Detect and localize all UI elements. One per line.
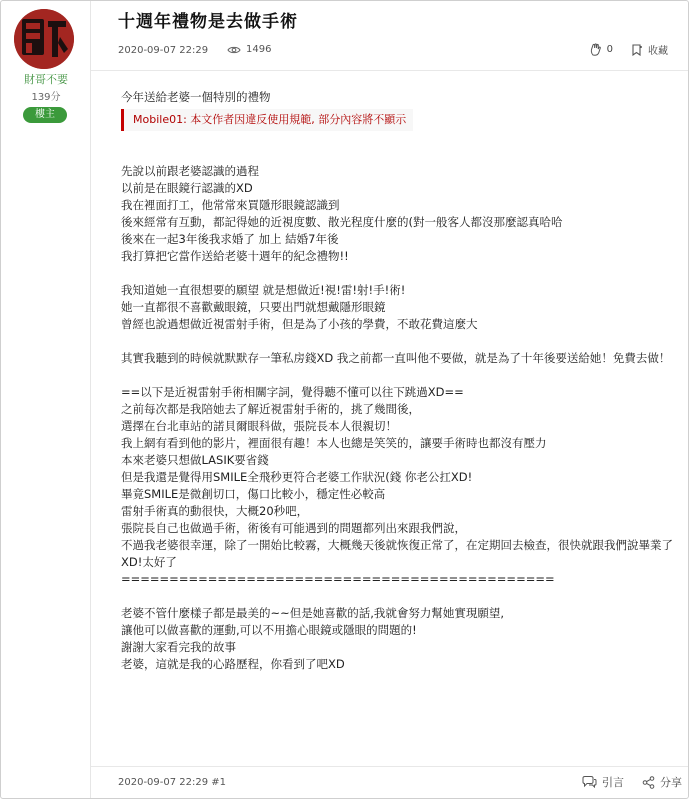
avatar-logo-icon (14, 9, 74, 69)
quote-button[interactable] (582, 774, 624, 790)
post-paragraph: 先說以前跟老婆認識的過程 以前是在眼鏡行認識的XD 我在裡面打工，他常常來買隱形眼鏡認識到 後來經常有互動，都記得她的近視度數、散光程度什麼的(對一般客人都沒那麼認真哈哈 後來在一起3年後我求婚了 加上 結婚7年後 我打算把它當作送給老婆十週年的紀念禮物!! (121, 164, 563, 263)
post-title: 十週年禮物是去做手術 (118, 12, 298, 32)
view-count (227, 44, 271, 55)
floor-datetime: 2020-09-07 22:29 #1 (118, 777, 227, 788)
post-intro: 今年送給老婆一個特別的禮物 (121, 90, 271, 104)
quote-label: 引言 (602, 776, 624, 789)
bookmark-button[interactable] (631, 42, 668, 57)
quote-icon (582, 776, 597, 788)
post-paragraph: ==以下是近視雷射手術相關字詞，覺得聽不懂可以往下跳過XD== 之前每次都是我陪她去了解近視雷射手術的，挑了幾間後， 選擇在台北車站的諾貝爾眼科做，張院長本人很親切！ 我上網有看到他的影片，裡面很有趣！本人也總是笑笑的，讓要手術時也都沒有壓力 本來老婆只想做LASIK要省錢 但是我還是覺得用SMILE全飛秒更符合老婆工作狀況(錢 你老公扛XD! 畢竟SMILE是微創切口，傷口比較小，穩定性必較高 雷射手術真的動很快，大概20秒吧， 張院長自己也做過手術，術後有可能遇到的問題都列出來跟我們說， 不過我老婆很幸運，除了一開始比較霧，大概幾天後就恢復正常了，在定期回去檢查，很快就跟我們說畢業了XD!太好了 ============================================= (121, 385, 673, 586)
post-paragraph: 我知道她一直很想要的願望 就是想做近!視!雷!射!手!術! 她一直都很不喜歡戴眼鏡，只要出門就想戴隱形眼鏡 曾經也說過想做近視雷射手術，但是為了小孩的學費，不敢花費這麼大 (121, 283, 478, 331)
clap-icon (590, 43, 602, 56)
post-main (91, 1, 689, 799)
eye-icon (227, 45, 241, 55)
like-button[interactable] (590, 43, 613, 56)
post-actions (590, 42, 668, 57)
post-body (121, 89, 681, 673)
author-name[interactable]: 財哥不要 (24, 73, 68, 86)
author-sidebar (1, 1, 91, 799)
post-datetime: 2020-09-07 22:29 (118, 45, 209, 56)
share-button[interactable] (642, 774, 682, 790)
footer-divider (91, 766, 689, 767)
post-paragraph: 其實我聽到的時候就默默存一筆私房錢XD 我之前都一直叫他不要做，就是為了十年後要送給她！免費去做！ (121, 351, 671, 365)
share-label: 分享 (660, 776, 682, 789)
header-divider (91, 70, 689, 71)
like-count: 0 (606, 44, 613, 55)
moderation-notice: Mobile01: 本文作者因違反使用規範, 部分內容將不顯示 (121, 109, 413, 131)
footer-actions (582, 774, 682, 790)
author-score: 139分 (31, 92, 61, 103)
avatar[interactable] (14, 9, 74, 69)
share-icon (642, 776, 655, 789)
bookmark-label: 收藏 (648, 46, 668, 57)
owner-badge: 樓主 (23, 107, 67, 123)
bookmark-icon (631, 44, 643, 56)
post-paragraph: 老婆不管什麼樣子都是最美的~~但是她喜歡的話,我就會努力幫她實現願望, 讓他可以做喜歡的運動,可以不用擔心眼鏡或隱眼的問題的! 謝謝大家看完我的故事 老婆，這就是我的心路歷程，你看到了吧XD (121, 606, 505, 671)
view-count-value: 1496 (246, 44, 272, 55)
